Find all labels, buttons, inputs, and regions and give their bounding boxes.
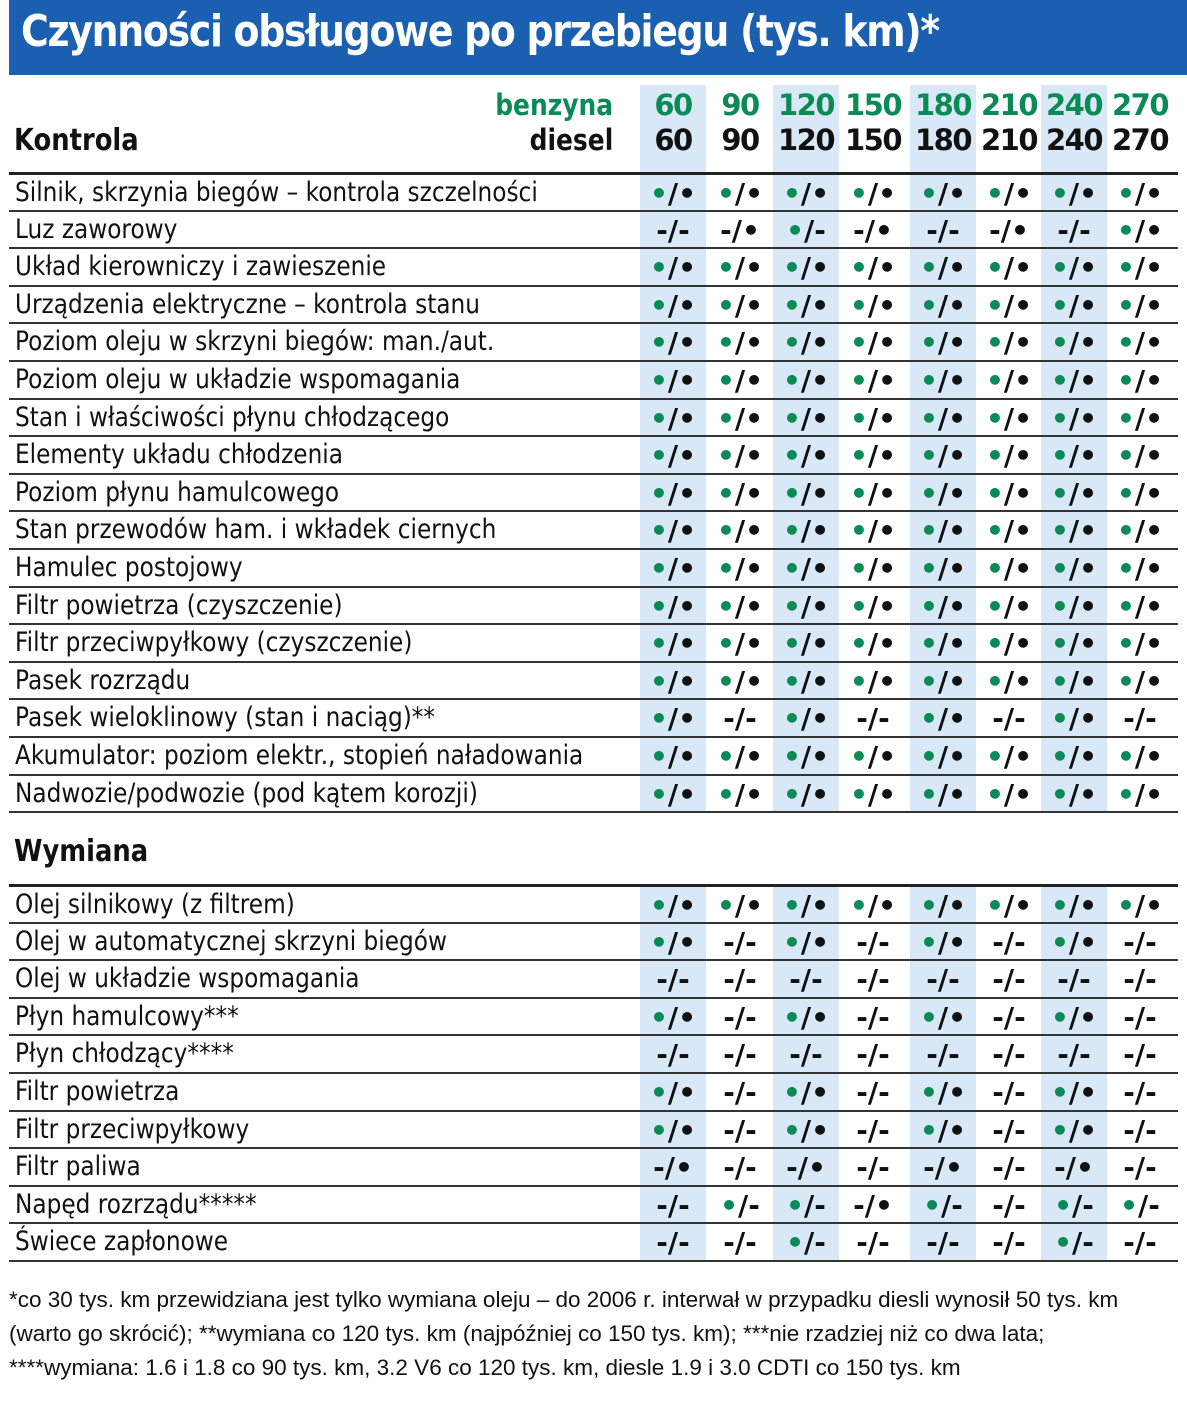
table-cell: -/-: [656, 213, 690, 247]
table-cell: •/•: [849, 288, 897, 322]
table-cell: •/•: [782, 589, 830, 623]
row-label: Pasek rozrządu: [15, 664, 191, 696]
diesel-km-210: 210: [980, 123, 1038, 157]
table-row: [9, 360, 1178, 399]
section-title-wymiana: Wymiana: [14, 834, 149, 869]
table-cell: -/-: [926, 1038, 960, 1072]
table-cell: -/•: [786, 1151, 826, 1185]
row-label: Nadwozie/podwozie (pod kątem korozji): [15, 777, 478, 809]
table-cell: -/-: [723, 1076, 757, 1109]
table-cell: •/•: [649, 740, 697, 773]
table-cell: •/•: [649, 925, 697, 959]
table-cell: -/-: [723, 925, 757, 959]
table-cell: •/•: [1116, 514, 1164, 548]
table-cell: -/-: [1123, 1038, 1157, 1072]
table-cell: •/•: [1050, 889, 1098, 922]
table-row: [9, 1110, 1178, 1149]
table-cell: •/•: [985, 552, 1033, 585]
table-cell: •/•: [649, 889, 697, 922]
table-cell: -/-: [992, 925, 1026, 959]
table-cell: •/•: [919, 251, 967, 285]
table-cell: •/•: [985, 627, 1033, 661]
table-row: [9, 1222, 1178, 1261]
table-row: [9, 1185, 1178, 1224]
table-cell: •/•: [782, 627, 830, 661]
table-cell: -/-: [992, 1151, 1026, 1185]
table-cell: -/•: [989, 213, 1029, 247]
table-cell: •/•: [985, 326, 1033, 360]
table-cell: -/•: [653, 1151, 693, 1185]
table-cell: •/•: [1116, 213, 1164, 247]
table-cell: •/•: [985, 889, 1033, 922]
table-cell: •/•: [849, 177, 897, 210]
table-cell: •/•: [1116, 589, 1164, 623]
table-cell: •/•: [782, 514, 830, 548]
table-cell: •/•: [919, 664, 967, 698]
table-cell: -/-: [856, 1076, 890, 1109]
table-cell: •/•: [1050, 364, 1098, 397]
table-cell: -/-: [926, 1226, 960, 1260]
table-cell: -/-: [856, 925, 890, 959]
table-row: [9, 398, 1178, 437]
table-cell: •/•: [649, 1076, 697, 1109]
table-row: [9, 1147, 1178, 1186]
diesel-km-90: 90: [721, 123, 759, 157]
table-cell: •/-: [720, 1188, 760, 1222]
table-cell: •/•: [919, 777, 967, 811]
table-cell: •/•: [649, 401, 697, 435]
table-cell: -/-: [656, 1188, 690, 1222]
table-cell: •/•: [649, 364, 697, 397]
table-cell: •/•: [919, 702, 967, 736]
diesel-km-150: 150: [844, 123, 902, 157]
row-label: Elementy układu chłodzenia: [15, 439, 343, 471]
table-cell: •/•: [1050, 664, 1098, 698]
table-cell: •/•: [1116, 401, 1164, 435]
table-row: [9, 247, 1178, 286]
row-label: Hamulec postojowy: [15, 552, 243, 583]
row-label: Luz zaworowy: [15, 213, 178, 245]
table-cell: •/•: [849, 476, 897, 510]
table-cell: •/•: [919, 889, 967, 922]
table-cell: •/•: [716, 664, 764, 698]
row-label: Filtr powietrza: [15, 1076, 180, 1107]
table-cell: •/•: [1050, 589, 1098, 623]
table-cell: •/•: [782, 552, 830, 585]
table-cell: -/-: [856, 1226, 890, 1260]
table-cell: •/•: [782, 925, 830, 959]
table-cell: •/•: [1116, 627, 1164, 661]
table-row: [9, 322, 1178, 361]
table-cell: •/•: [849, 889, 897, 922]
row-label: Akumulator: poziom elektr., stopień naładowania: [15, 740, 584, 771]
table-cell: -/-: [1123, 1151, 1157, 1185]
table-cell: -/•: [1054, 1151, 1094, 1185]
table-cell: -/-: [723, 702, 757, 736]
table-cell: •/•: [649, 288, 697, 322]
table-cell: •/•: [985, 251, 1033, 285]
table-cell: •/•: [849, 439, 897, 473]
table-cell: •/•: [782, 476, 830, 510]
table-row: [9, 285, 1178, 324]
table-cell: •/•: [716, 177, 764, 210]
table-row: [9, 661, 1178, 700]
table-cell: •/•: [985, 589, 1033, 623]
table-cell: •/•: [649, 514, 697, 548]
benzyna-km-120: 120: [777, 88, 835, 122]
diesel-km-120: 120: [777, 123, 835, 157]
table-row: [9, 210, 1178, 249]
page-title: Czynności obsługowe po przebiegu (tys. km)*: [21, 6, 939, 57]
table-cell: •/•: [649, 1113, 697, 1147]
table-cell: •/•: [849, 627, 897, 661]
table-cell: •/•: [919, 326, 967, 360]
table-cell: -/-: [1057, 213, 1091, 247]
table-cell: •/•: [716, 627, 764, 661]
table-cell: •/-: [786, 213, 826, 247]
table-cell: •/•: [1050, 401, 1098, 435]
table-cell: •/•: [1050, 177, 1098, 210]
table-cell: •/•: [1050, 476, 1098, 510]
table-cell: •/•: [716, 552, 764, 585]
table-cell: -/•: [853, 1188, 893, 1222]
table-cell: -/-: [656, 963, 690, 997]
benzyna-label: benzyna: [495, 88, 613, 122]
table-cell: •/•: [919, 925, 967, 959]
row-label: Filtr przeciwpyłkowy (czyszczenie): [15, 627, 413, 659]
table-cell: •/-: [1120, 1188, 1160, 1222]
table-cell: •/•: [716, 589, 764, 623]
table-cell: •/•: [782, 326, 830, 360]
row-label: Poziom oleju w układzie wspomagania: [15, 364, 461, 395]
table-cell: -/-: [1123, 1000, 1157, 1034]
table-cell: -/-: [1123, 1113, 1157, 1147]
table-cell: -/•: [923, 1151, 963, 1185]
table-row: [9, 623, 1178, 662]
table-cell: •/•: [919, 476, 967, 510]
table-cell: -/-: [992, 1113, 1026, 1147]
table-cell: •/•: [716, 740, 764, 773]
table-cell: •/•: [1050, 552, 1098, 585]
table-cell: -/-: [992, 1076, 1026, 1109]
table-cell: •/•: [716, 364, 764, 397]
table-cell: •/•: [919, 288, 967, 322]
table-cell: -/-: [856, 1151, 890, 1185]
table-cell: •/•: [649, 777, 697, 811]
table-cell: •/•: [849, 401, 897, 435]
table-cell: •/•: [649, 664, 697, 698]
table-cell: -/-: [1123, 963, 1157, 997]
benzyna-km-90: 90: [721, 88, 759, 122]
table-cell: -/-: [723, 1000, 757, 1034]
diesel-km-180: 180: [914, 123, 972, 157]
table-cell: •/•: [782, 1113, 830, 1147]
table-cell: •/•: [1116, 740, 1164, 773]
table-cell: •/-: [786, 1188, 826, 1222]
table-cell: -/-: [856, 1038, 890, 1072]
table-row: [9, 997, 1178, 1036]
table-cell: -/-: [723, 1151, 757, 1185]
table-cell: •/•: [985, 439, 1033, 473]
table-bottom-rule: [9, 1260, 1178, 1262]
diesel-km-270: 270: [1111, 123, 1169, 157]
table-cell: •/•: [1116, 177, 1164, 210]
table-cell: •/•: [782, 777, 830, 811]
table-cell: -/-: [1123, 1226, 1157, 1260]
table-cell: -/-: [1123, 925, 1157, 959]
table-cell: •/•: [849, 251, 897, 285]
table-cell: •/•: [919, 177, 967, 210]
table-cell: •/•: [849, 514, 897, 548]
row-label: Świece zapłonowe: [15, 1226, 229, 1258]
table-cell: •/•: [1116, 364, 1164, 397]
table-cell: •/•: [985, 740, 1033, 773]
benzyna-km-270: 270: [1111, 88, 1169, 122]
row-label: Poziom oleju w skrzyni biegów: man./aut.: [15, 326, 495, 358]
table-cell: -/-: [992, 1226, 1026, 1260]
table-row: [9, 586, 1178, 625]
table-cell: •/•: [849, 589, 897, 623]
table-cell: •/•: [919, 589, 967, 623]
table-cell: •/•: [782, 251, 830, 285]
table-cell: -/-: [723, 963, 757, 997]
table-cell: •/•: [919, 740, 967, 773]
table-row: [9, 435, 1178, 474]
table-cell: •/•: [919, 439, 967, 473]
table-row: [9, 548, 1178, 587]
table-cell: •/•: [1116, 251, 1164, 285]
table-cell: •/•: [1050, 1113, 1098, 1147]
row-label: Poziom płynu hamulcowego: [15, 476, 340, 508]
table-cell: •/•: [919, 364, 967, 397]
table-cell: •/•: [716, 288, 764, 322]
table-row: [9, 473, 1178, 512]
diesel-label: diesel: [529, 123, 613, 157]
table-cell: •/•: [1050, 288, 1098, 322]
row-label: Stan i właściwości płynu chłodzącego: [15, 401, 450, 433]
table-cell: -/-: [992, 963, 1026, 997]
row-label: Płyn chłodzący****: [15, 1038, 234, 1070]
table-cell: •/•: [782, 664, 830, 698]
table-cell: •/•: [1116, 326, 1164, 360]
table-cell: •/•: [782, 364, 830, 397]
table-cell: •/•: [1050, 1076, 1098, 1109]
table-cell: •/•: [1050, 439, 1098, 473]
table-row: [9, 698, 1178, 737]
table-row: [9, 922, 1178, 961]
table-cell: •/•: [985, 514, 1033, 548]
row-label: Napęd rozrządu*****: [15, 1188, 257, 1220]
table-cell: •/•: [849, 364, 897, 397]
row-label: Stan przewodów ham. i wkładek ciernych: [15, 514, 497, 546]
table-cell: •/•: [919, 552, 967, 585]
table-cell: •/•: [716, 439, 764, 473]
table-row: [9, 172, 1178, 212]
benzyna-km-60: 60: [654, 88, 692, 122]
table-cell: -/-: [1123, 1076, 1157, 1109]
table-row: [9, 959, 1178, 998]
table-cell: •/•: [1050, 740, 1098, 773]
table-row: [9, 1034, 1178, 1073]
table-cell: •/•: [1050, 514, 1098, 548]
table-cell: •/•: [985, 777, 1033, 811]
table-cell: -/-: [856, 1000, 890, 1034]
table-cell: -/-: [656, 1226, 690, 1260]
table-cell: •/•: [985, 177, 1033, 210]
table-cell: -/-: [992, 1188, 1026, 1222]
table-cell: •/•: [985, 476, 1033, 510]
table-row: [9, 510, 1178, 549]
table-row: [9, 884, 1178, 924]
table-cell: •/•: [716, 401, 764, 435]
table-cell: •/•: [782, 401, 830, 435]
table-cell: -/•: [720, 213, 760, 247]
row-label: Układ kierowniczy i zawieszenie: [15, 251, 387, 283]
table-cell: •/•: [919, 627, 967, 661]
table-cell: •/•: [716, 514, 764, 548]
table-cell: -/-: [856, 963, 890, 997]
table-cell: •/•: [716, 777, 764, 811]
table-cell: •/•: [649, 1000, 697, 1034]
table-cell: •/•: [985, 401, 1033, 435]
table-cell: -/-: [992, 702, 1026, 736]
table-cell: •/•: [849, 740, 897, 773]
table-cell: •/•: [782, 702, 830, 736]
table-cell: •/•: [849, 552, 897, 585]
table-cell: •/•: [782, 1076, 830, 1109]
table-cell: •/•: [1116, 476, 1164, 510]
table-cell: •/-: [1054, 1226, 1094, 1260]
table-cell: •/•: [782, 740, 830, 773]
table-cell: •/•: [1050, 326, 1098, 360]
footnote: *co 30 tys. km przewidziana jest tylko wymiana oleju – do 2006 r. interwał w przypadku diesli wynosił 50 tys. km (warto go skrócić); **wymiana co 120 tys. km (najpóźniej co 150 tys. km); ***nie rzadziej niż co dwa lata; ****wymiana: 1.6 i 1.8 co 90 tys. km, 3.2 V6 co 120 tys. km, diesle 1.9 i 3.0 CDTI co 150 tys. km: [9, 1287, 1119, 1380]
table-cell: •/•: [849, 777, 897, 811]
table-cell: •/•: [649, 326, 697, 360]
table-cell: •/•: [649, 476, 697, 510]
table-cell: •/-: [1054, 1188, 1094, 1222]
table-cell: •/•: [1050, 702, 1098, 736]
table-cell: •/•: [649, 177, 697, 210]
table-cell: •/•: [716, 476, 764, 510]
table-cell: -/-: [926, 213, 960, 247]
table-cell: •/-: [923, 1188, 963, 1222]
table-cell: •/•: [716, 889, 764, 922]
table-row: [9, 1072, 1178, 1111]
table-cell: •/•: [919, 1000, 967, 1034]
table-cell: •/•: [782, 889, 830, 922]
row-label: Pasek wieloklinowy (stan i naciąg)**: [15, 702, 436, 734]
table-cell: •/•: [919, 514, 967, 548]
table-cell: •/•: [1050, 1000, 1098, 1034]
table-bottom-rule: [9, 811, 1178, 813]
table-cell: -/-: [992, 1038, 1026, 1072]
row-label: Płyn hamulcowy***: [15, 1000, 239, 1032]
table-cell: •/•: [1050, 251, 1098, 285]
row-label: Olej w automatycznej skrzyni biegów: [15, 925, 447, 957]
table-cell: •/•: [985, 664, 1033, 698]
diesel-km-240: 240: [1045, 123, 1103, 157]
table-cell: •/•: [1116, 439, 1164, 473]
table-cell: •/•: [1116, 777, 1164, 811]
table-cell: -/-: [992, 1000, 1026, 1034]
table-cell: -/-: [856, 702, 890, 736]
table-cell: •/•: [649, 439, 697, 473]
benzyna-km-240: 240: [1045, 88, 1103, 122]
table-cell: -/-: [723, 1226, 757, 1260]
table-row: [9, 736, 1178, 775]
benzyna-km-210: 210: [980, 88, 1038, 122]
table-cell: •/•: [716, 326, 764, 360]
table-cell: •/•: [1050, 925, 1098, 959]
row-label: Urządzenia elektryczne – kontrola stanu: [15, 288, 480, 320]
table-cell: •/•: [782, 439, 830, 473]
benzyna-km-150: 150: [844, 88, 902, 122]
table-cell: -/•: [853, 213, 893, 247]
row-label: Filtr powietrza (czyszczenie): [15, 589, 343, 621]
table-cell: •/•: [649, 589, 697, 623]
table-cell: -/-: [723, 1038, 757, 1072]
table-cell: •/•: [1116, 889, 1164, 922]
row-label: Olej silnikowy (z filtrem): [15, 889, 295, 920]
table-cell: •/•: [849, 326, 897, 360]
table-cell: •/•: [849, 664, 897, 698]
section-title-kontrola: Kontrola: [14, 123, 139, 158]
table-cell: •/•: [919, 401, 967, 435]
table-cell: •/•: [1050, 627, 1098, 661]
diesel-km-60: 60: [654, 123, 692, 157]
table-cell: -/-: [1057, 1038, 1091, 1072]
table-cell: -/-: [1123, 702, 1157, 736]
row-label: Silnik, skrzynia biegów – kontrola szczelności: [15, 177, 538, 208]
table-cell: -/-: [656, 1038, 690, 1072]
table-cell: -/-: [926, 963, 960, 997]
row-label: Olej w układzie wspomagania: [15, 963, 360, 995]
table-cell: •/•: [1116, 288, 1164, 322]
table-cell: •/•: [649, 627, 697, 661]
table-cell: •/•: [716, 251, 764, 285]
row-label: Filtr paliwa: [15, 1151, 141, 1183]
table-cell: •/•: [782, 177, 830, 210]
table-cell: •/•: [782, 1000, 830, 1034]
table-cell: •/•: [649, 552, 697, 585]
table-cell: •/•: [1050, 777, 1098, 811]
table-cell: -/-: [723, 1113, 757, 1147]
title-banner: [9, 0, 1187, 75]
table-cell: •/•: [919, 1076, 967, 1109]
table-cell: -/-: [789, 1038, 823, 1072]
table-cell: •/-: [786, 1226, 826, 1260]
row-label: Filtr przeciwpyłkowy: [15, 1113, 250, 1145]
table-cell: •/•: [1116, 664, 1164, 698]
table-cell: •/•: [919, 1113, 967, 1147]
table-cell: -/-: [789, 963, 823, 997]
table-row: [9, 774, 1178, 813]
table-cell: •/•: [649, 251, 697, 285]
benzyna-km-180: 180: [914, 88, 972, 122]
table-cell: -/-: [1057, 963, 1091, 997]
table-cell: •/•: [985, 364, 1033, 397]
table-cell: •/•: [782, 288, 830, 322]
table-cell: •/•: [649, 702, 697, 736]
table-cell: •/•: [1116, 552, 1164, 585]
table-cell: -/-: [856, 1113, 890, 1147]
table-cell: •/•: [985, 288, 1033, 322]
